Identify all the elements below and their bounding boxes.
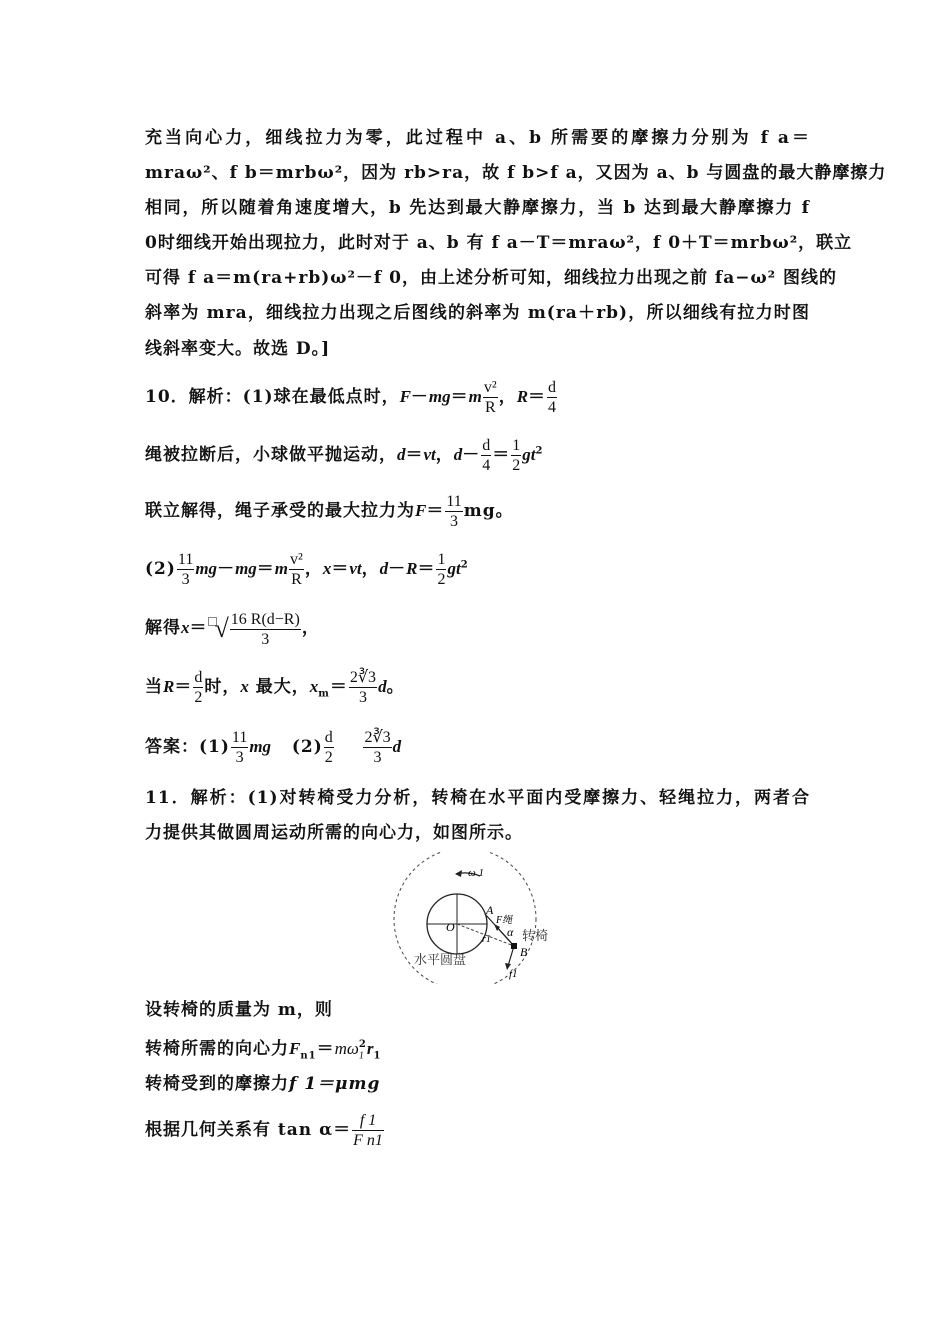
- para1-line4: 0时细线开始出现拉力，此时对于 a、b 有 f a－T＝mraω²，f 0＋T＝mrbω²，联立: [145, 233, 853, 253]
- q10-line5: 解得x＝ √ $\frac{16 R(d-R)}{3}$ ，: [145, 606, 810, 651]
- q11-step3: 转椅受到的摩擦力f 1＝μmg: [145, 1074, 381, 1094]
- omega-label: ω 1: [468, 867, 485, 879]
- fraction-d-over-4: $\frac{d}{4}$: [548, 379, 557, 416]
- para1-line5: 可得 f a＝m(ra+rb)ω²－f 0，由上述分析可知，细线拉力出现之前 fa−ω² 图线的: [145, 268, 838, 288]
- q11-line1: 11．解析：(1)对转椅受力分析，转椅在水平面内受摩擦力、轻绳拉力，两者合: [145, 788, 810, 808]
- q10-line1: 10．解析：(1)球在最低点时，F－mg＝m $\frac{\text{v²}}{R}$ ，R＝ $\frac{d}{4}$: [145, 379, 557, 416]
- q11-step1: 设转椅的质量为 m，则: [145, 1000, 333, 1020]
- fraction-v2-over-R: $\frac{\text{v²}}{R}$: [483, 379, 497, 416]
- q10-line6: 当R＝ $\frac{d}{2}$ 时，x 最大，$x_m=$ $\frac{2∛3}{3}$ d。: [145, 669, 405, 706]
- para1-line1: 充当向心力，细线拉力为零，此过程中 a、b 所需要的摩擦力分别为 f a＝: [145, 128, 810, 148]
- q10-heading: 10．解析：(1)球在最低点时，: [145, 387, 400, 407]
- para1-line6: 斜率为 mra，细线拉力出现之后图线的斜率为 m(ra＋rb)，所以细线有拉力时图: [145, 303, 810, 323]
- q11-line2: 力提供其做圆周运动所需的向心力，如图所示。: [145, 823, 523, 843]
- q10-answer: 答案：(1) $\frac{11}{3}$ mg (2) $\frac{d}{2}$ $\frac{2∛3}{3}$ d: [145, 729, 402, 766]
- q10-line3: 联立解得，绳子承受的最大拉力为F＝ $\frac{11}{3}$ mg。: [145, 493, 514, 530]
- rotating-disk-figure: [392, 852, 562, 984]
- chair-label: 转椅: [522, 929, 549, 944]
- q11-step2: 转椅所需的向心力$F_{n1}=m\omega_1^2r_1$: [145, 1039, 382, 1062]
- q11-step4: 根据几何关系有 tan α＝ $\frac{f 1}{\text{F n1}}$: [145, 1112, 383, 1149]
- para1-line2: mraω²、f b＝mrbω²，因为 rb>ra，故 f b>f a，又因为 a、b 与圆盘的最大静摩擦力: [145, 163, 887, 183]
- F-rope-label: F绳: [496, 915, 513, 926]
- tan-alpha-fraction: $\frac{f 1}{\text{F n1}}$: [353, 1112, 383, 1149]
- para1-line3: 相同，所以随着角速度增大，b 先达到最大静摩擦力，当 b 达到最大静摩擦力 f: [145, 198, 810, 218]
- B-label: B: [520, 945, 528, 959]
- sqrt-expression: √ $\frac{16 R(d-R)}{3}$: [208, 606, 302, 651]
- chair-point: [511, 943, 517, 949]
- O-label: O: [446, 920, 455, 934]
- f1-label: f1: [509, 968, 518, 980]
- q10-line2: 绳被拉断后，小球做平抛运动，d＝vt，d－ $\frac{d}{4}$ ＝ $\frac{1}{2}$ $gt^2$: [145, 437, 544, 474]
- A-label: A: [486, 903, 494, 917]
- q10-line4: (2) $\frac{11}{3}$ mg－mg＝m $\frac{\text{v²}}{R}$ ，x＝vt，d－R＝ $\frac{1}{2}$ $gt^2$: [145, 551, 469, 588]
- alpha-label: α: [507, 925, 514, 939]
- disk-label: 水平圆盘: [414, 953, 467, 968]
- para1-line7: 线斜率变大。故选 D。]: [145, 339, 331, 359]
- r1-label: r1: [482, 934, 491, 945]
